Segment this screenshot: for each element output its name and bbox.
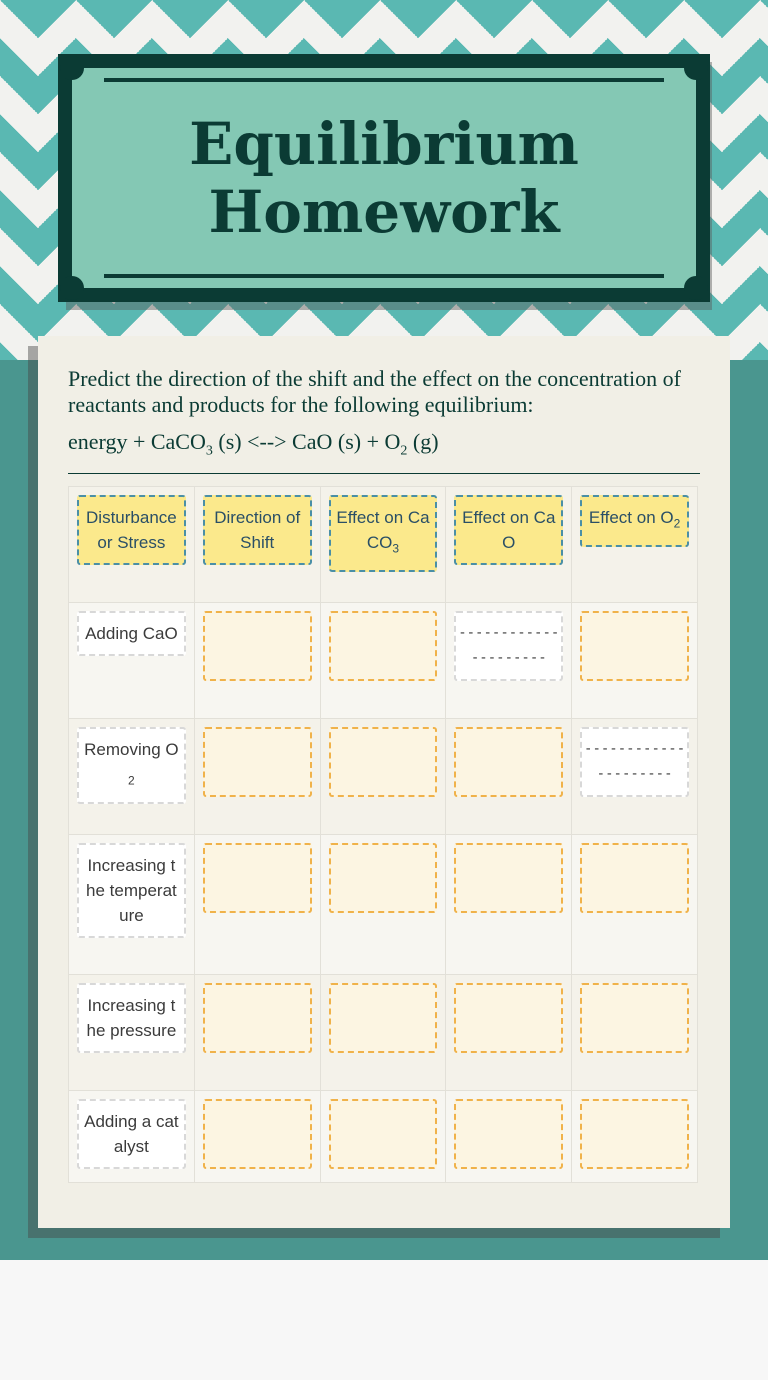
row-label-cell: [69, 719, 195, 835]
answer-cell: [320, 835, 446, 975]
na-cell: [572, 719, 698, 835]
table-row: [69, 603, 698, 719]
answer-cell: [194, 1091, 320, 1183]
answer-cell: [320, 1091, 446, 1183]
answer-cell: [320, 975, 446, 1091]
table-row: [69, 719, 698, 835]
row-label-cell: [69, 603, 195, 719]
answer-box[interactable]: [454, 727, 563, 797]
page-title: Equilibrium Homework: [189, 110, 579, 246]
answer-cell: [320, 603, 446, 719]
table-header-row: [69, 487, 698, 603]
na-cell: [446, 603, 572, 719]
answer-cell: [320, 719, 446, 835]
header-cell: [194, 487, 320, 603]
answer-cell: [572, 603, 698, 719]
corner-ornament: [60, 56, 84, 80]
header-subscript: 2: [673, 516, 681, 531]
equilibrium-table: [68, 486, 698, 1183]
answer-box[interactable]: [203, 611, 312, 681]
header-disturbance: Disturbance or Stress: [77, 495, 186, 565]
answer-cell: [194, 719, 320, 835]
equation-part: energy + CaCO: [68, 429, 206, 454]
answer-box[interactable]: [454, 983, 563, 1053]
answer-cell: [446, 835, 572, 975]
title-rule-bottom: [104, 274, 664, 278]
row-label-cell: [69, 1091, 195, 1183]
answer-box[interactable]: [454, 1099, 563, 1169]
header-effect-cao: Effect on CaO: [454, 495, 563, 565]
answer-box[interactable]: [203, 843, 312, 913]
header-cell: [572, 487, 698, 603]
answer-box[interactable]: [580, 843, 689, 913]
answer-cell: [446, 1091, 572, 1183]
answer-box[interactable]: [203, 1099, 312, 1169]
corner-ornament: [60, 276, 84, 300]
header-effect-caco3: [329, 495, 438, 571]
answer-box[interactable]: [329, 983, 438, 1053]
answer-cell: [572, 835, 698, 975]
header-effect-o2: [580, 495, 689, 546]
not-applicable-dashes: ---------------------: [580, 727, 689, 797]
table-row: [69, 975, 698, 1091]
row-label-increasing-temperature: Increasing the temperature: [77, 843, 186, 938]
header-cell: [320, 487, 446, 603]
title-card: [58, 54, 710, 302]
answer-cell: [446, 975, 572, 1091]
header-text: Effect on O: [588, 508, 674, 528]
answer-box[interactable]: [580, 1099, 689, 1169]
header-cell: [69, 487, 195, 603]
answer-cell: [194, 975, 320, 1091]
header-direction: Direction of Shift: [203, 495, 312, 565]
footer-blank: [0, 1260, 768, 1380]
answer-cell: [194, 835, 320, 975]
label-subscript: 2: [128, 773, 135, 788]
answer-box[interactable]: [329, 727, 438, 797]
answer-cell: [572, 1091, 698, 1183]
header-cell: [446, 487, 572, 603]
corner-ornament: [684, 56, 708, 80]
answer-box[interactable]: [203, 983, 312, 1053]
answer-box[interactable]: [454, 843, 563, 913]
equation-subscript: 3: [205, 443, 213, 459]
answer-box[interactable]: [329, 1099, 438, 1169]
table-row: [69, 835, 698, 975]
not-applicable-dashes: ---------------------: [454, 611, 563, 681]
header-subscript: 3: [392, 541, 400, 556]
row-label-increasing-pressure: Increasing the pressure: [77, 983, 186, 1053]
equation-part: (s) <--> CaO (s) + O: [212, 429, 401, 454]
row-label-removing-o2: [77, 727, 186, 803]
equation: [68, 428, 700, 474]
instructions: Predict the direction of the shift and the effect on the concentration of reactants and products for the following equilibrium:: [68, 366, 681, 417]
answer-box[interactable]: [329, 843, 438, 913]
answer-box[interactable]: [203, 727, 312, 797]
header-text: Effect on CaCO: [336, 508, 430, 553]
row-label-adding-catalyst: Adding a catalyst: [77, 1099, 186, 1169]
equation-subscript: 2: [400, 443, 408, 459]
label-text: Removing O: [84, 740, 179, 760]
answer-box[interactable]: [329, 611, 438, 681]
answer-cell: [194, 603, 320, 719]
worksheet: [38, 336, 730, 1228]
corner-ornament: [684, 276, 708, 300]
answer-cell: [446, 719, 572, 835]
answer-box[interactable]: [580, 611, 689, 681]
title-rule-top: [104, 78, 664, 82]
row-label-cell: [69, 975, 195, 1091]
row-label-adding-cao: Adding CaO: [77, 611, 186, 656]
answer-box[interactable]: [580, 983, 689, 1053]
row-label-cell: [69, 835, 195, 975]
equation-part: (g): [407, 429, 439, 454]
table-row: [69, 1091, 698, 1183]
answer-cell: [572, 975, 698, 1091]
title-card-inner: [72, 68, 696, 288]
